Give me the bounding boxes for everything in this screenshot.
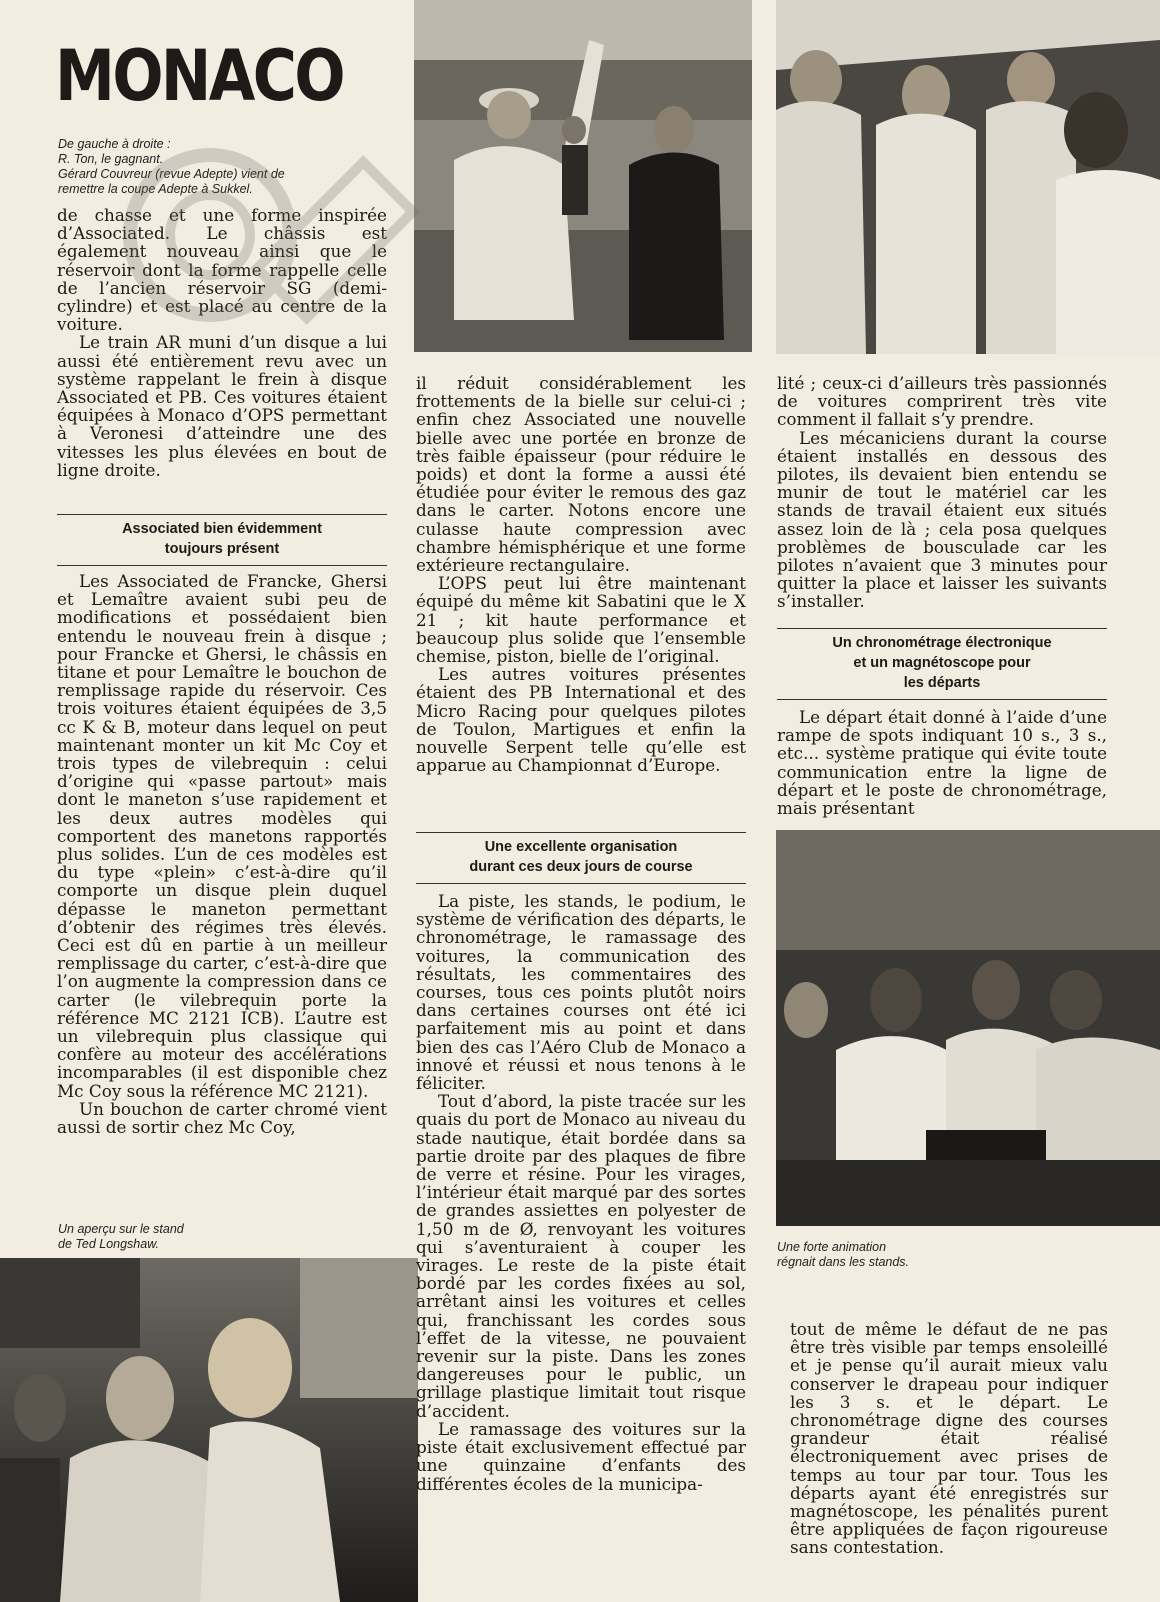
paragraph: Un bouchon de carter chromé vient aussi de sortir chez Mc Coy, bbox=[57, 1098, 387, 1138]
photo-caption-stands bbox=[777, 1240, 1077, 1270]
section-heading-associated bbox=[57, 514, 387, 566]
paragraph: Le ramassage des voitures sur la piste était exclusivement effectué par une quinzaine d’enfants des différentes écoles de la municipa- bbox=[416, 1418, 746, 1494]
paragraph: lité ; ceux-ci d’ailleurs très passionnés de voitures comprirent très vite comment il fallait s’y prendre. bbox=[777, 373, 1107, 430]
caption-line: R. Ton, le gagnant. bbox=[58, 152, 164, 166]
heading-line: Associated bien évidemment bbox=[122, 521, 322, 537]
paragraph: de chasse et une forme inspirée d’Associated. Le châssis est également nouveau ainsi que le réservoir dont la forme rappelle celle de l’ancien réservoir SG (demi-cylindre) et est placé au centre de la voiture. bbox=[57, 205, 387, 335]
caption-line: Une forte animation bbox=[777, 1240, 887, 1254]
photo-stands-crowd bbox=[776, 830, 1160, 1226]
caption-line: régnait dans les stands. bbox=[777, 1255, 910, 1269]
photo-ted-longshaw-stand bbox=[0, 1258, 418, 1602]
caption-line: remettre la coupe Adepte à Sukkel. bbox=[58, 182, 253, 196]
photo-caption-stand bbox=[58, 1222, 358, 1252]
heading-line: durant ces deux jours de course bbox=[469, 859, 693, 875]
photo-caption-podium bbox=[58, 137, 398, 197]
column-3-mid-text bbox=[777, 708, 1107, 817]
paragraph: L’OPS peut lui être maintenant équipé du même kit Sabatini que le X 21 ; kit haute performance et beaucoup plus solide que l’ensemble chemise, piston, bielle de l’original. bbox=[416, 573, 746, 667]
paragraph: Tout d’abord, la piste tracée sur les quais du port de Monaco au niveau du stade nautique, était bordée dans sa partie droite par des plaques de fibre de verre et résine. Pour les virages, l’intérieur était marqué par des sortes de grandes assiettes en polyester de 1,50 m de Ø, renvoyant les voitures qui s’aventuraient à couper les virages. Le reste de la piste était bordé par les cordes fixées au sol, arrêtant ainsi les voitures et celles qui, franchissant les cordes sous l’effet de la vitesse, ne pouvaient revenir sur la piste. Dans les zones dangereuses pour le public, un grillage plastique limitait tout risque d’accident. bbox=[416, 1091, 746, 1421]
paragraph: La piste, les stands, le podium, le système de vérification des départs, le chronométrage, le ramassage des voitures, la communication des résultats, les commentaires des courses, tous ces points plutôt noirs dans certaines courses ont été ici parfaitement mis au point et dans bien des cas l’Aéro Club de Monaco a innové et réussi et nous tenons à le féliciter. bbox=[416, 891, 746, 1094]
caption-line: Gérard Couvreur (revue Adepte) vient de bbox=[58, 167, 285, 181]
column-1-body-text bbox=[57, 572, 387, 1136]
paragraph: tout de même le défaut de ne pas être très visible par temps ensoleillé et je pense qu’il aurait mieux valu conserver le drapeau pour indiquer les 3 s. et le départ. Le chronométrage digne des courses grandeur était réalisé électroniquement avec prises de temps au tour par tour. Tous les départs ayant été enregistrés sur magnétoscope, les pénalités purent être appliquées de façon rigoureuse sans contestation. bbox=[790, 1319, 1108, 1558]
section-heading-organisation bbox=[416, 832, 746, 884]
column-1-top-text bbox=[57, 206, 387, 479]
paragraph: Le départ était donné à l’aide d’une rampe de spots indiquant 10 s., 3 s., etc... système pratique qui évite toute communication entre la ligne de départ et le poste de chronométrage, mais présentant bbox=[777, 707, 1107, 819]
heading-line: toujours présent bbox=[164, 541, 280, 557]
photo-podium-winners bbox=[776, 0, 1160, 354]
photo-image bbox=[414, 0, 752, 352]
photo-image bbox=[776, 830, 1160, 1226]
caption-line: Un aperçu sur le stand bbox=[58, 1222, 184, 1236]
caption-line: De gauche à droite : bbox=[58, 137, 171, 151]
column-3-bottom-text bbox=[790, 1320, 1108, 1557]
heading-line: Un chronométrage électronique bbox=[832, 635, 1052, 651]
photo-image bbox=[0, 1258, 418, 1602]
paragraph: Les Associated de Francke, Ghersi et Lemaître avaient subi peu de modifications et possédaient bien entendu le nouveau frein à disque ; pour Francke et Ghersi, le châssis en titane et pour Lemaître le bouchon de remplissage rapide du réservoir. Ces trois voitures étaient équipées de 3,5 cc K & B, moteur dans lequel on peut maintenant monter un kit Mc Coy et trois types de vilebrequin : celui d’origine qui «passe partout» mais dont le maneton s’use rapidement et les deux autres modèles qui comportent des manetons rapportés plus solides. L’un de ces modèles est du type «plein» c’est-à-dire qu’il comporte un disque plein duquel dépasse le maneton permettant d’obtenir des régimes très élevés. Ceci est dû en partie à un meilleur remplissage du carter, c’est-à-dire que l’on augmente la compression dans ce carter (le vilebrequin porte la référence MC 2121 ICB). L’autre est un vilebrequin plus classique qui confère au moteur des accélérations incomparables (il est disponible chez Mc Coy sous la référence MC 2121). bbox=[57, 571, 387, 1101]
caption-line: de Ted Longshaw. bbox=[58, 1237, 160, 1251]
paragraph: il réduit considérablement les frottements de la bielle sur celui-ci ; enfin chez Associated une nouvelle bielle avec une portée en bronze de très faible épaisseur (pour réduire le poids) et dont la forme a aussi été étudiée pour éviter le remous des gaz dans le carter. Notons encore une culasse haute compression avec chambre hémisphérique et une forme extérieure rectangulaire. bbox=[416, 373, 746, 576]
page-title: MONACO bbox=[55, 35, 343, 117]
heading-line: les départs bbox=[903, 675, 981, 691]
paragraph: Le train AR muni d’un disque a lui aussi été entièrement revu avec un système rappelant le frein à disque Associated et PB. Ces voitures étaient équipées à Monaco d’OPS permettant à Veronesi d’atteindre une des vitesses les plus élevées en bout de ligne droite. bbox=[57, 332, 387, 480]
heading-line: Une excellente organisation bbox=[484, 839, 678, 855]
paragraph: Les autres voitures présentes étaient des PB International et des Micro Racing pour quelques pilotes de Toulon, Martigues et enfin la nouvelle Serpent telle qu’elle est apparue au Championnat d’Europe. bbox=[416, 664, 746, 776]
column-3-top-text bbox=[777, 374, 1107, 611]
heading-line: et un magnétoscope pour bbox=[853, 655, 1031, 671]
column-2-body-text bbox=[416, 892, 746, 1493]
photo-podium-trophy bbox=[414, 0, 752, 352]
photo-image bbox=[776, 0, 1160, 354]
section-heading-chrono bbox=[777, 628, 1107, 700]
paragraph: Les mécaniciens durant la course étaient installés en dessous des pilotes, ils devaient bien entendu se munir de tout le matériel car les stands de travail étaient eux situés assez loin de là ; cela posa quelques problèmes de bousculade car les pilotes n’avaient que 3 minutes pour quitter la place et laisser les suivants s’installer. bbox=[777, 427, 1107, 612]
column-2-top-text bbox=[416, 374, 746, 774]
